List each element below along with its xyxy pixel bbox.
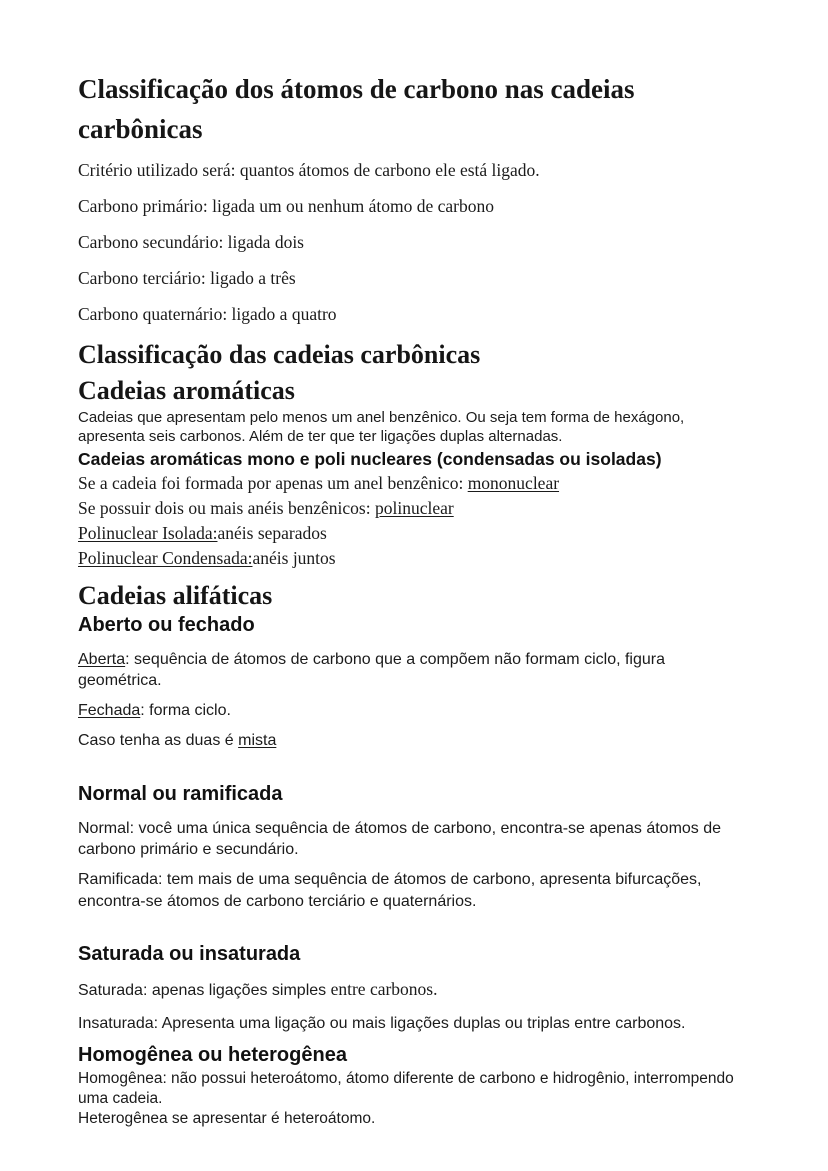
text-segment: Homogênea: não possui heteroátomo, átomo diferente de carbono e hidrogênio, interrompendo uma cadeia. (78, 1070, 734, 1108)
text-segment: anéis separados (217, 522, 327, 543)
text-segment: anéis juntos (252, 547, 336, 568)
paragraph-homogenea (78, 1069, 742, 1109)
text-segment: Saturada ou insaturada (78, 942, 301, 965)
paragraph-polinuclear-isolada (78, 523, 742, 544)
paragraph-aberta (78, 649, 742, 692)
text-segment: Carbono secundário: ligada dois (78, 231, 304, 252)
text-segment: Carbono primário: ligada um ou nenhum átomo de carbono (78, 195, 495, 216)
text-segment: : forma ciclo. (140, 702, 231, 720)
underlined-term: mista (238, 732, 277, 750)
heading-mono-poli-nucleares (78, 449, 742, 470)
text-segment: Cadeias alifáticas (78, 580, 273, 610)
heading-cadeias-aromaticas (78, 376, 742, 406)
page-content (78, 70, 742, 1129)
text-segment: Se possuir dois ou mais anéis benzênicos: (78, 497, 375, 518)
text-segment: Carbono terciário: ligado a três (78, 267, 296, 288)
paragraph-fechada (78, 700, 742, 721)
text-segment: Critério utilizado será: quantos átomos de carbono ele está ligado. (78, 159, 540, 180)
underlined-term: Aberta (78, 650, 126, 668)
paragraph-carbono-terciario (78, 268, 742, 289)
text-segment: entre carbonos. (330, 978, 438, 999)
underlined-term: Polinuclear Condensada: (78, 547, 253, 568)
heading-homogenea-ou-heterogenea (78, 1043, 742, 1067)
text-segment: Classificação das cadeias carbônicas (78, 339, 481, 369)
paragraph-heterogenea (78, 1109, 742, 1129)
heading-classificacao-cadeias (78, 340, 742, 370)
text-segment: Ramificada: tem mais de uma sequência de átomos de carbono, apresenta bifurcações, encontra-se átomos de carbono terciário e quaternários. (78, 871, 702, 910)
underlined-term: polinuclear (374, 497, 454, 518)
text-segment: Normal ou ramificada (78, 782, 283, 805)
paragraph-anel-benzenico (78, 408, 742, 446)
paragraph-criterio (78, 160, 742, 181)
paragraph-carbono-quaternario (78, 304, 742, 325)
text-segment: Se a cadeia foi formada por apenas um anel benzênico: (78, 472, 468, 493)
paragraph-ramificada (78, 869, 742, 912)
heading-aberto-ou-fechado (78, 613, 742, 637)
text-segment: Classificação dos átomos de carbono nas cadeias carbônicas (78, 74, 635, 144)
text-segment: Cadeias aromáticas (78, 375, 295, 405)
underlined-term: mononuclear (467, 472, 560, 493)
heading-saturada-ou-insaturada (78, 942, 742, 966)
underlined-term: Fechada (78, 702, 141, 720)
text-segment: Saturada: apenas ligações simples (78, 981, 331, 999)
paragraph-normal (78, 818, 742, 861)
text-segment: Heterogênea se apresentar é heteroátomo. (78, 1110, 376, 1128)
text-segment: Aberto ou fechado (78, 613, 255, 636)
text-segment: : sequência de átomos de carbono que a compõem não formam ciclo, figura geométrica. (78, 650, 665, 689)
page-title (78, 70, 742, 150)
paragraph-carbono-primario (78, 196, 742, 217)
text-segment: Normal: você uma única sequência de átomos de carbono, encontra-se apenas átomos de carbono primário e secundário. (78, 819, 722, 858)
text-segment: Insaturada: Apresenta uma ligação ou mais ligações duplas ou triplas entre carbonos. (78, 1015, 686, 1033)
paragraph-polinuclear-condensada (78, 548, 742, 569)
paragraph-polinuclear (78, 498, 742, 519)
text-segment: Carbono quaternário: ligado a quatro (78, 303, 337, 324)
heading-cadeias-alifaticas (78, 581, 742, 611)
heading-normal-ou-ramificada (78, 782, 742, 806)
underlined-term: Polinuclear Isolada: (78, 522, 218, 543)
paragraph-saturada (78, 978, 742, 1001)
paragraph-mista (78, 730, 742, 751)
paragraph-mononuclear (78, 473, 742, 494)
paragraph-insaturada (78, 1013, 742, 1034)
text-segment: Caso tenha as duas é (78, 732, 239, 750)
paragraph-carbono-secundario (78, 232, 742, 253)
text-segment: Cadeias aromáticas mono e poli nucleares (condensadas ou isoladas) (78, 448, 662, 469)
text-segment: Cadeias que apresentam pelo menos um anel benzênico. Ou seja tem forma de hexágono, apresenta seis carbonos. Além de ter que ter ligações duplas alternadas. (78, 408, 685, 445)
text-segment: Homogênea ou heterogênea (78, 1044, 347, 1067)
